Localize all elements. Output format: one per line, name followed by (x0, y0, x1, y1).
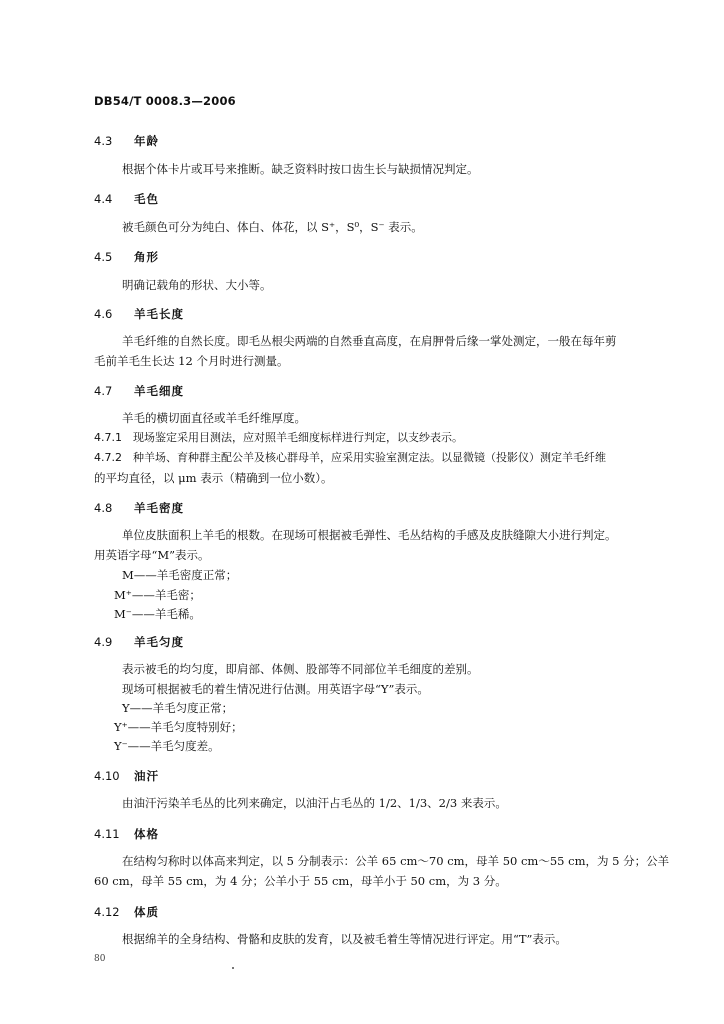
section-heading-4-5 (94, 250, 159, 264)
section-heading-4-12 (94, 905, 159, 919)
section-title: 角形 (134, 250, 159, 264)
paragraph-line: 单位皮肤面积上羊毛的根数。在现场可根据被毛弹性、毛丛结构的手感及皮肤缝隙大小进行判定。 (122, 528, 617, 542)
section-number: 4.11 (94, 827, 120, 841)
section-title: 体质 (134, 905, 159, 919)
list-item: Y⁺——羊毛匀度特别好； (114, 720, 243, 734)
section-number: 4.5 (94, 250, 113, 264)
section-title: 羊毛匀度 (134, 635, 184, 649)
section-number: 4.8 (94, 501, 113, 515)
section-heading-4-10 (94, 769, 159, 783)
list-item: M——羊毛密度正常； (122, 568, 238, 582)
paragraph-line: 60 cm，母羊 55 cm，为 4 分；公羊小于 55 cm，母羊小于 50 cm，为 3 分。 (94, 874, 507, 888)
section-number: 4.6 (94, 307, 113, 321)
section-number: 4.9 (94, 635, 113, 649)
paragraph-line: 羊毛的横切面直径或羊毛纤维厚度。 (122, 411, 306, 425)
section-heading-4-11 (94, 827, 159, 841)
subclause-4-7-1: 4.7.1 现场鉴定采用目测法，应对照羊毛细度标样进行判定，以支纱表示。 (94, 431, 463, 444)
paragraph-line: 毛前羊毛生长达 12 个月时进行测量。 (94, 354, 289, 368)
section-number: 4.7 (94, 384, 113, 398)
section-title: 羊毛长度 (134, 307, 184, 321)
paragraph-line: 羊毛纤维的自然长度。即毛丛根尖两端的自然垂直高度，在肩胛骨后缘一掌处测定，一般在每年剪 (122, 334, 617, 348)
section-title: 羊毛细度 (134, 384, 184, 398)
paragraph-line: 根据个体卡片或耳号来推断。缺乏资料时按口齿生长与缺损情况判定。 (122, 162, 479, 176)
paragraph-line: 由油汗污染羊毛丛的比列来确定，以油汗占毛丛的 1/2、1/3、2/3 来表示。 (122, 796, 507, 810)
section-heading-4-3 (94, 134, 159, 148)
paragraph-line: 用英语字母“M”表示。 (94, 548, 210, 562)
section-title: 体格 (134, 827, 159, 841)
section-heading-4-9 (94, 635, 184, 649)
paragraph-line: 表示被毛的均匀度，即肩部、体侧、股部等不同部位羊毛细度的差别。 (122, 662, 479, 676)
paragraph-line: 的平均直径，以 μm 表示（精确到一位小数）。 (94, 471, 333, 485)
list-item: Y⁻——羊毛匀度差。 (114, 739, 220, 753)
section-title: 毛色 (134, 192, 159, 206)
section-number: 4.3 (94, 134, 113, 148)
list-item: Y——羊毛匀度正常； (122, 701, 234, 715)
scan-speck (232, 967, 234, 969)
section-title: 油汗 (134, 769, 159, 783)
paragraph-line: 被毛颜色可分为纯白、体白、体花，以 S⁺，S⁰，S⁻ 表示。 (122, 220, 423, 234)
section-number: 4.12 (94, 905, 120, 919)
paragraph-line: 根据绵羊的全身结构、骨骼和皮肤的发育，以及被毛着生等情况进行评定。用“T”表示。 (122, 932, 567, 946)
paragraph-line: 在结构匀称时以体高来判定，以 5 分制表示：公羊 65 cm～70 cm，母羊 50 cm～55 cm，为 5 分；公羊 (122, 854, 670, 868)
paragraph-line: 现场可根据被毛的着生情况进行估测。用英语字母“Y”表示。 (122, 682, 429, 696)
section-title: 羊毛密度 (134, 501, 184, 515)
page-number: 80 (94, 954, 106, 964)
section-heading-4-4 (94, 192, 159, 206)
document-number: DB54/T 0008.3—2006 (94, 94, 236, 108)
section-heading-4-7 (94, 384, 184, 398)
section-title: 年龄 (134, 134, 159, 148)
section-heading-4-6 (94, 307, 184, 321)
list-item: M⁻——羊毛稀。 (114, 607, 201, 621)
subclause-4-7-2: 4.7.2 种羊场、育种群主配公羊及核心群母羊，应采用实验室测定法。以显微镜（投影仪）测定羊毛纤维 (94, 451, 606, 464)
section-number: 4.10 (94, 769, 120, 783)
section-heading-4-8 (94, 501, 184, 515)
list-item: M⁺——羊毛密； (114, 588, 201, 602)
section-number: 4.4 (94, 192, 113, 206)
paragraph-line: 明确记载角的形状、大小等。 (122, 278, 272, 292)
